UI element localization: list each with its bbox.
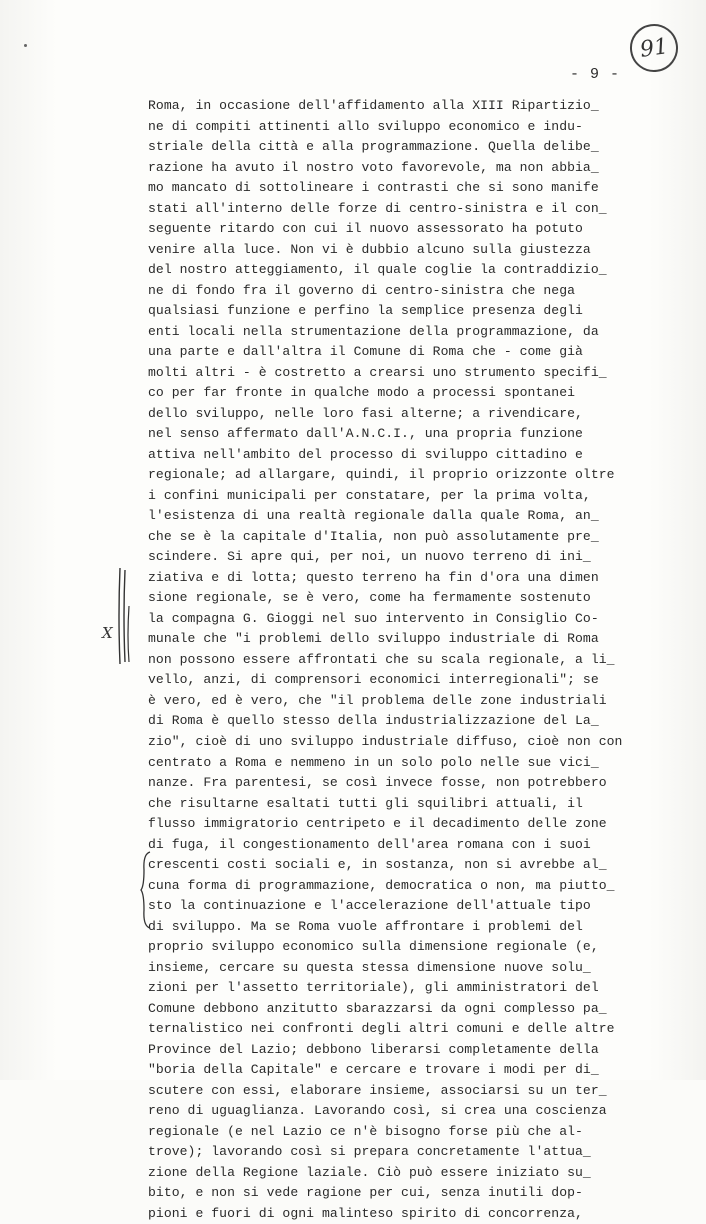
text-line: la compagna G. Gioggi nel suo intervento in Consiglio Co- [148, 610, 599, 626]
text-line: Province del Lazio; debbono liberarsi completamente della [148, 1041, 599, 1057]
text-line: non possono essere affrontati che su scala regionale, a li_ [148, 651, 615, 667]
text-line: zioni per l'assetto territoriale), gli amministratori del [148, 980, 599, 996]
text-line: vello, anzi, di comprensori economici interregionali"; se [148, 672, 599, 688]
text-line: enti locali nella strumentazione della programmazione, da [148, 323, 599, 339]
text-line: è vero, ed è vero, che "il problema delle zone industriali [148, 692, 607, 708]
text-line: mo mancato di sottolineare i contrasti che si sono manife [148, 180, 599, 196]
archive-page-stamp [627, 21, 681, 75]
text-line: l'esistenza di una realtà regionale dalla quale Roma, an_ [148, 508, 599, 524]
text-line: ternalistico nei confronti degli altri comuni e delle altre [148, 1021, 615, 1037]
text-line: nel senso affermato dall'A.N.C.I., una propria funzione [148, 426, 583, 442]
text-line: razione ha avuto il nostro voto favorevole, ma non abbia_ [148, 159, 599, 175]
text-line: flusso immigratorio centripeto e il decadimento delle zone [148, 816, 607, 832]
margin-x-mark: X [102, 624, 113, 642]
text-line: stati all'interno delle forze di centro-sinistra e il con_ [148, 200, 607, 216]
text-line: seguente ritardo con cui il nuovo assessorato ha potuto [148, 221, 583, 237]
text-line: insieme, cercare su questa stessa dimensione nuove solu_ [148, 959, 591, 975]
text-line: regionale (e nel Lazio ce n'è bisogno forse più che al- [148, 1123, 583, 1139]
text-line: centrato a Roma e nemmeno in un solo polo nelle sue vici_ [148, 754, 599, 770]
text-line: nanze. Fra parentesi, se così invece fosse, non potrebbero [148, 775, 607, 791]
text-line: Roma, in occasione dell'affidamento alla XIII Ripartizio_ [148, 98, 599, 113]
text-line: di Roma è quello stesso della industrializzazione del La_ [148, 713, 599, 729]
text-line: molti altri - è costretto a crearsi uno strumento specifi_ [148, 364, 607, 380]
text-line: bito, e non si vede ragione per cui, senza inutili dop- [148, 1185, 583, 1201]
text-line: ne di fondo fra il governo di centro-sinistra che nega [148, 282, 576, 298]
text-line: trove); lavorando così si prepara concretamente l'attua_ [148, 1144, 591, 1160]
text-line: che risultarne esaltati tutti gli squilibri attuali, il [148, 795, 583, 811]
text-line: reno di uguaglianza. Lavorando così, si crea una coscienza [148, 1103, 607, 1119]
text-line: striale della città e alla programmazione. Quella delibe_ [148, 139, 599, 155]
text-line: sto la continuazione e l'accelerazione dell'attuale tipo [148, 898, 591, 914]
text-line: dello sviluppo, nelle loro fasi alterne; a rivendicare, [148, 405, 583, 421]
text-line: sione regionale, se è vero, come ha fermamente sostenuto [148, 590, 591, 606]
text-line: scindere. Si apre qui, per noi, un nuovo terreno di ini_ [148, 549, 591, 565]
text-line: cuna forma di programmazione, democratica o non, ma piutto_ [148, 877, 615, 893]
text-line: qualsiasi funzione e perfino la semplice presenza degli [148, 303, 583, 319]
text-line: co per far fronte in qualche modo a processi spontanei [148, 385, 576, 401]
text-line: pioni e fuori di ogni malinteso spirito di concorrenza, [148, 1205, 583, 1221]
text-line: di fuga, il congestionamento dell'area romana con i suoi [148, 836, 591, 852]
text-line: i confini municipali per constatare, per la prima volta, [148, 487, 591, 503]
text-line: Comune debbono anzitutto sbarazzarsi da ogni complesso pa_ [148, 1000, 607, 1016]
text-line: "boria della Capitale" e cercare e trovare i modi per di_ [148, 1062, 599, 1078]
text-line: attiva nell'ambito del processo di sviluppo cittadino e [148, 446, 583, 462]
text-line: munale che "i problemi dello sviluppo industriale di Roma [148, 631, 599, 647]
text-line: scutere con essi, elaborare insieme, associarsi su un ter_ [148, 1082, 607, 1098]
speck-mark [24, 44, 27, 47]
typed-body-text [148, 96, 668, 1224]
margin-emphasis-bars [116, 566, 136, 666]
text-line: del nostro atteggiamento, il quale coglie la contraddizio_ [148, 262, 607, 278]
text-line: zione della Regione laziale. Ciò può essere iniziato su_ [148, 1164, 591, 1180]
text-line: ziativa e di lotta; questo terreno ha fin d'ora una dimen [148, 569, 599, 585]
text-line: venire alla luce. Non vi è dubbio alcuno sulla giustezza [148, 241, 591, 257]
stamp-number: 91 [638, 33, 670, 63]
text-line: ne di compiti attinenti allo sviluppo economico e indu- [148, 118, 583, 134]
text-line: crescenti costi sociali e, in sostanza, non si avrebbe al_ [148, 857, 607, 873]
text-line: proprio sviluppo economico sulla dimensione regionale (e, [148, 939, 599, 955]
text-line: regionale; ad allargare, quindi, il proprio orizzonte oltre [148, 467, 615, 483]
text-line: una parte e dall'altra il Comune di Roma che - come già [148, 344, 583, 360]
text-line: zio", cioè di uno sviluppo industriale diffuso, cioè non con [148, 733, 623, 749]
page-number: - 9 - [570, 66, 621, 83]
text-line: che se è la capitale d'Italia, non può assolutamente pre_ [148, 528, 599, 544]
text-line: di sviluppo. Ma se Roma vuole affrontare i problemi del [148, 918, 583, 934]
